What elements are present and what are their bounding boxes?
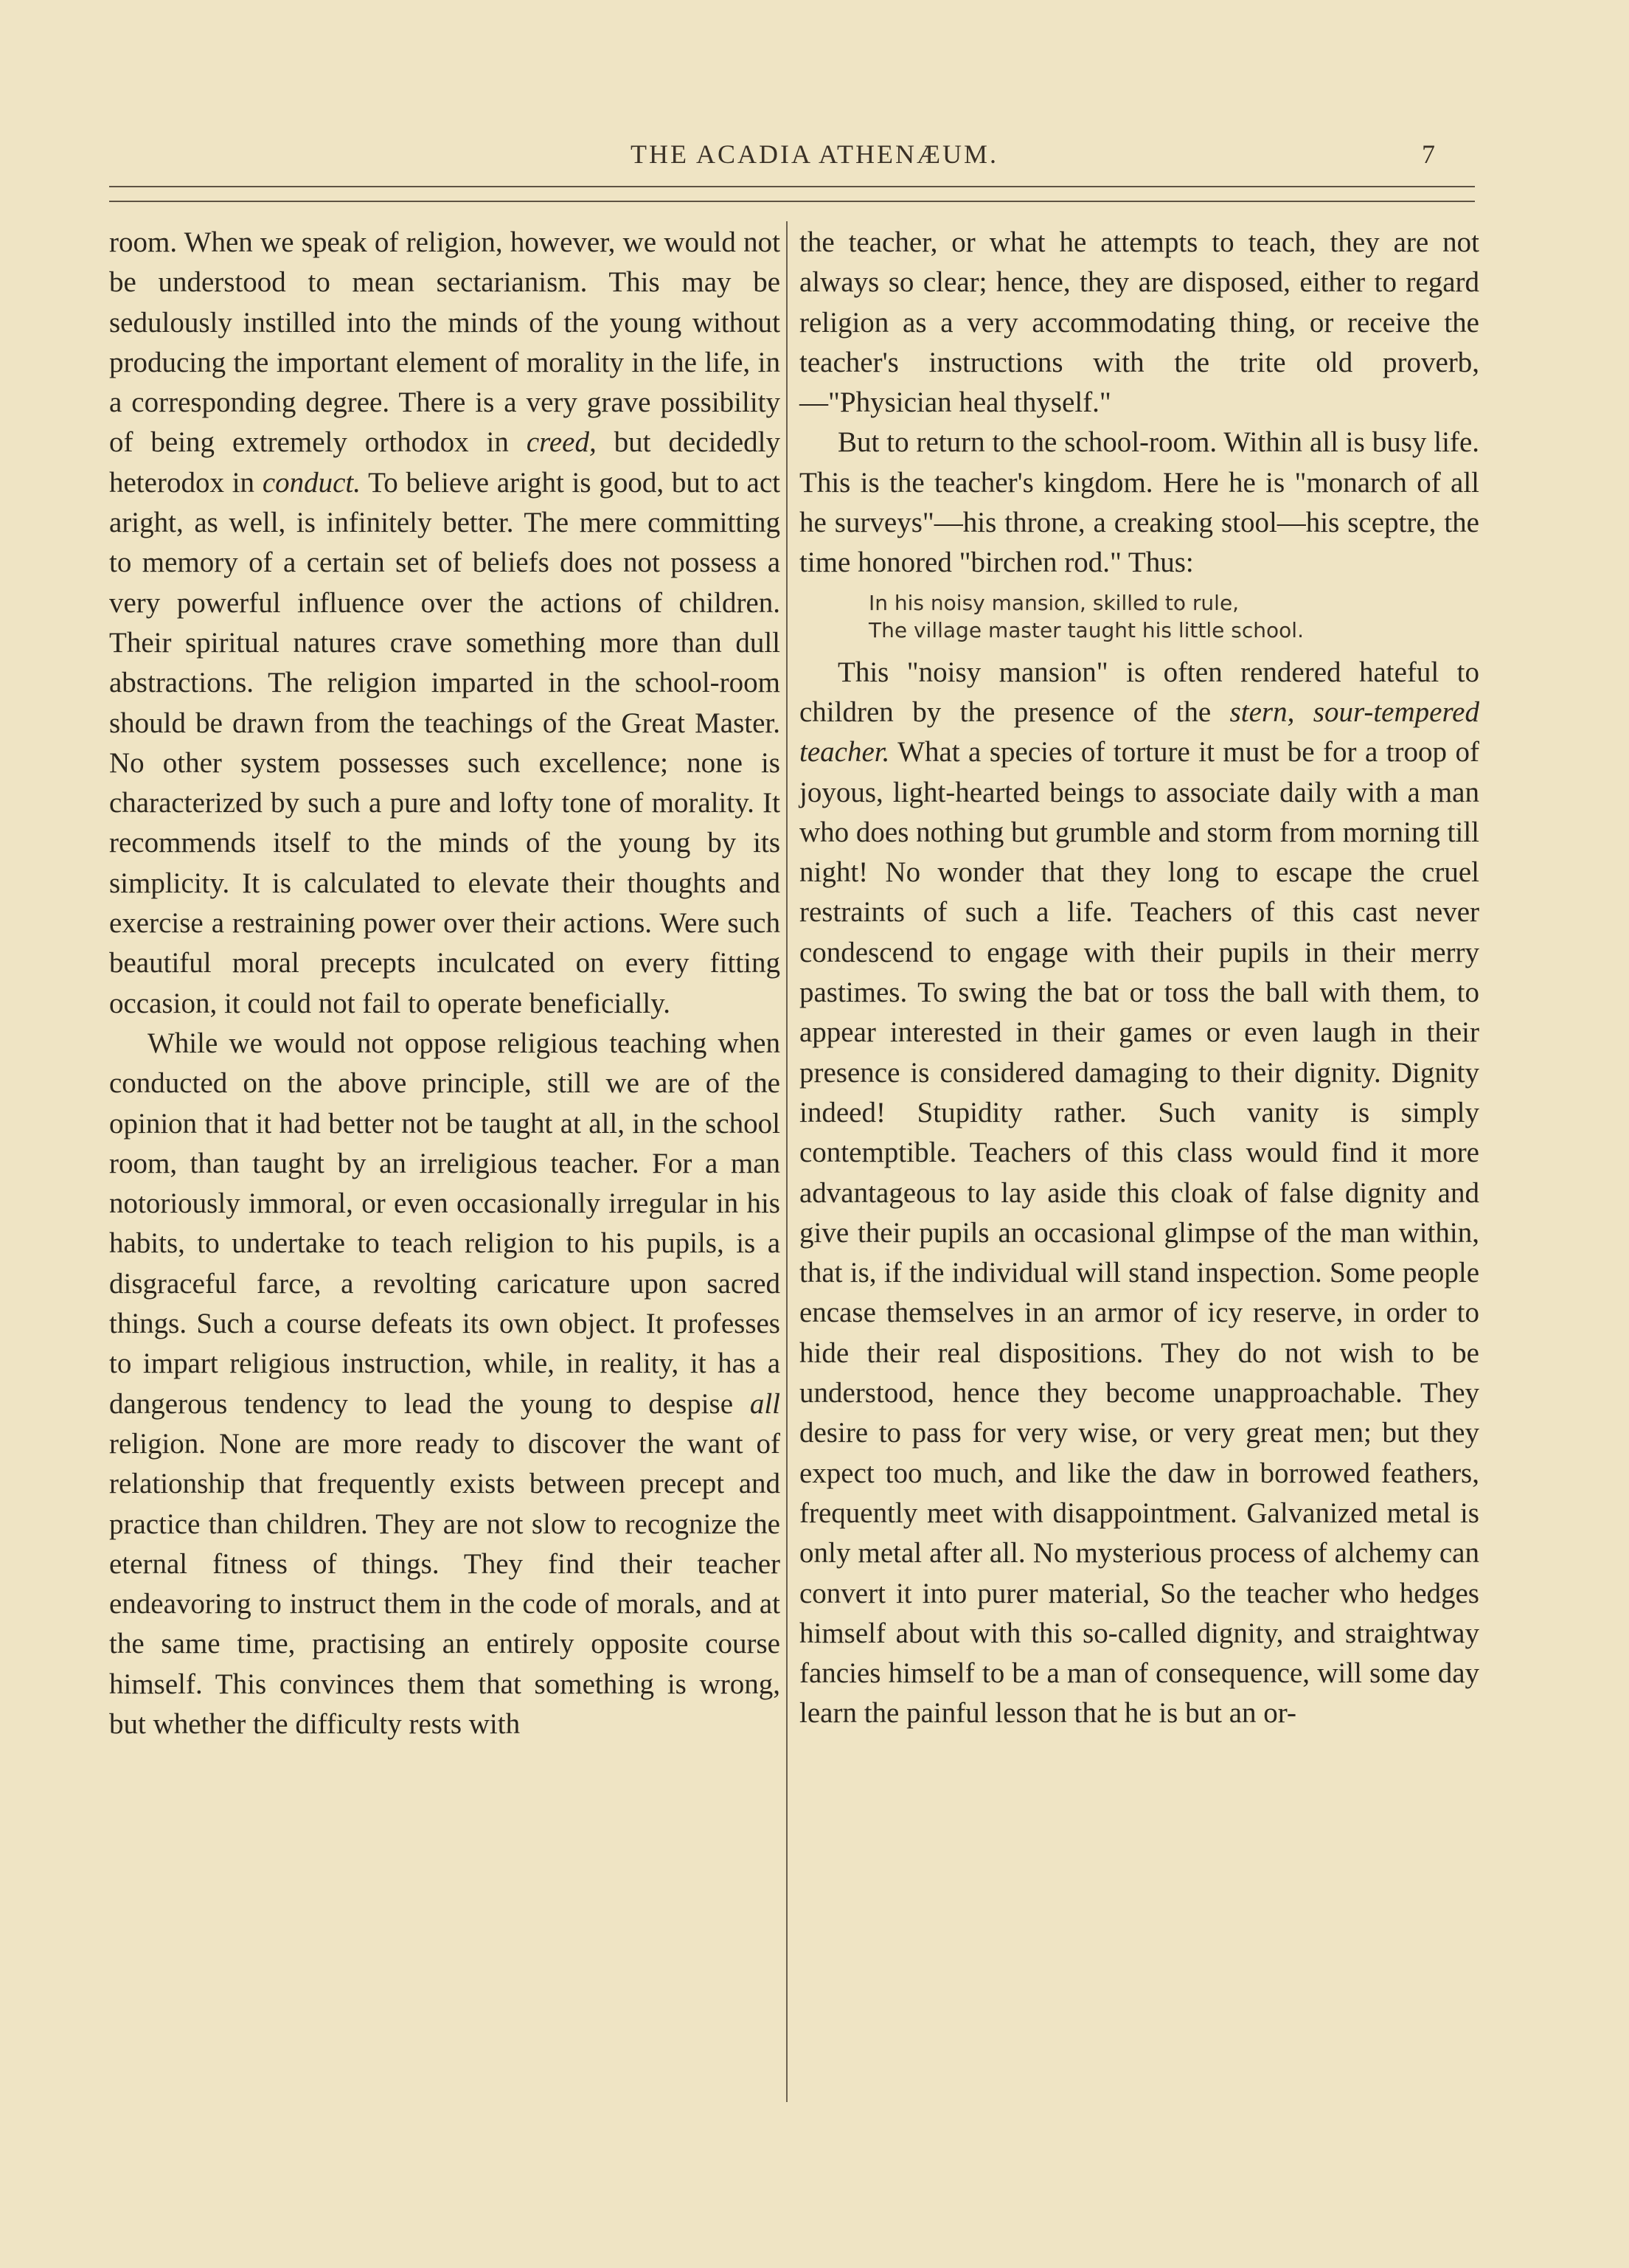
- left-column: [109, 223, 780, 1744]
- verse-line-1: In his noisy mansion, skilled to rule,: [869, 590, 1240, 615]
- header-rule-top: [109, 186, 1475, 187]
- italic-text: stern, sour-tempered teacher.: [799, 696, 1479, 769]
- page-number: 7: [1422, 139, 1435, 169]
- text-run: This "noisy mansion" is often rendered hateful to children by the presence of the: [799, 656, 1479, 728]
- header-rule-bottom: [109, 201, 1475, 202]
- text-run: room. When we speak of religion, however, we would not be understood to mean sectarianism. This may be sedulously instilled into the minds of the young without producing the important element of morality in the life, in a corresponding degree. There is a very grave possibility of being extremely orthodox in: [109, 226, 780, 459]
- left-paragraph-2: [109, 1024, 780, 1744]
- text-run: While we would not oppose religious teaching when conducted on the above principle, still we are of the opinion that it had better not be taught at all, in the school room, than taught by an irreligious teacher. For a man notoriously immoral, or even occasionally irregular in his habits, to undertake to teach religion to his pupils, is a disgraceful farce, a revolting caricature upon sacred things. Such a course defeats its own object. It professes to impart religious instruction, while, in reality, it has a dangerous tendency to lead the young to despise: [109, 1027, 780, 1420]
- text-run: What a species of torture it must be for a troop of joyous, light-hearted beings to associate daily with a man who does nothing but grumble and storm from morning till night! No wonder that they long to escape the cruel restraints of such a life. Teachers of this cast never condescend to engage with their pupils in their merry pastimes. To swing the bat or toss the ball with them, to appear interested in their games or even laugh in their presence is considered damaging to their dignity. Dignity indeed! Stupidity rather. Such vanity is simply contemptible. Teachers of this class would find it more advantageous to lay aside this cloak of false dignity and give their pupils an occasional glimpse of the man within, that is, if the individual will stand inspection. Some people encase themselves in an armor of icy reserve, in order to hide their real dispositions. They do not wish to be understood, hence they become unapproachable. They desire to pass for very wise, or very great men; but they expect too much, and like the daw in borrowed feathers, frequently meet with disappointment. Galvanized metal is only metal after all. No mysterious process of alchemy can convert it into purer material, So the teacher who hedges himself about with this so-called dignity, and straightway fancies himself to be a man of consequence, will some day learn the painful lesson that he is but an or-: [799, 736, 1479, 1730]
- verse-line-2: The village master taught his little school.: [869, 617, 1304, 642]
- right-paragraph-3: [799, 653, 1479, 1734]
- right-paragraph-2: But to return to the school-room. Within all is busy life. This is the teacher's kingdom. Here he is "monarch of all he surveys"—his throne, a creaking stool—his sceptre, the time honored "birchen rod." Thus:: [799, 426, 1479, 579]
- verse-quote: [799, 589, 1479, 644]
- italic-text: creed,: [526, 426, 597, 459]
- running-header-title: THE ACADIA ATHENÆUM.: [630, 139, 998, 169]
- right-paragraph-1: the teacher, or what he attempts to teach, they are not always so clear; hence, they are disposed, either to regard religion as a very accommodating thing, or receive the teacher's instructions with the trite old proverb,—"Physician heal thyself.": [799, 226, 1479, 419]
- italic-text: conduct.: [262, 466, 361, 499]
- text-run: but decidedly heterodox in: [109, 426, 781, 499]
- text-run: To believe aright is good, but to act aright, as well, is infinitely better. The mere committing to memory of a certain set of beliefs does not possess a very powerful influence over the actions of children. Their spiritual natures crave something more than dull abstractions. The religion imparted in the school-room should be drawn from the teachings of the Great Master. No other system possesses such excellence; none is characterized by such a pure and lofty tone of morality. It recommends itself to the minds of the young by its simplicity. It is calculated to elevate their thoughts and exercise a restraining power over their actions. Were such beautiful moral precepts inculcated on every fitting occasion, it could not fail to operate beneficially.: [109, 466, 780, 1019]
- text-run: religion. None are more ready to discover the want of relationship that frequently exists between precept and practice than children. They are not slow to recognize the eternal fitness of things. They find their teacher endeavoring to instruct them in the code of morals, and at the same time, practising an entirely opposite course himself. This convinces them that something is wrong, but whether the difficulty rests with: [109, 1427, 780, 1740]
- column-divider: [786, 221, 788, 2102]
- left-paragraph-1: [109, 223, 780, 1024]
- right-column: [799, 223, 1479, 1734]
- italic-text: all: [749, 1387, 780, 1420]
